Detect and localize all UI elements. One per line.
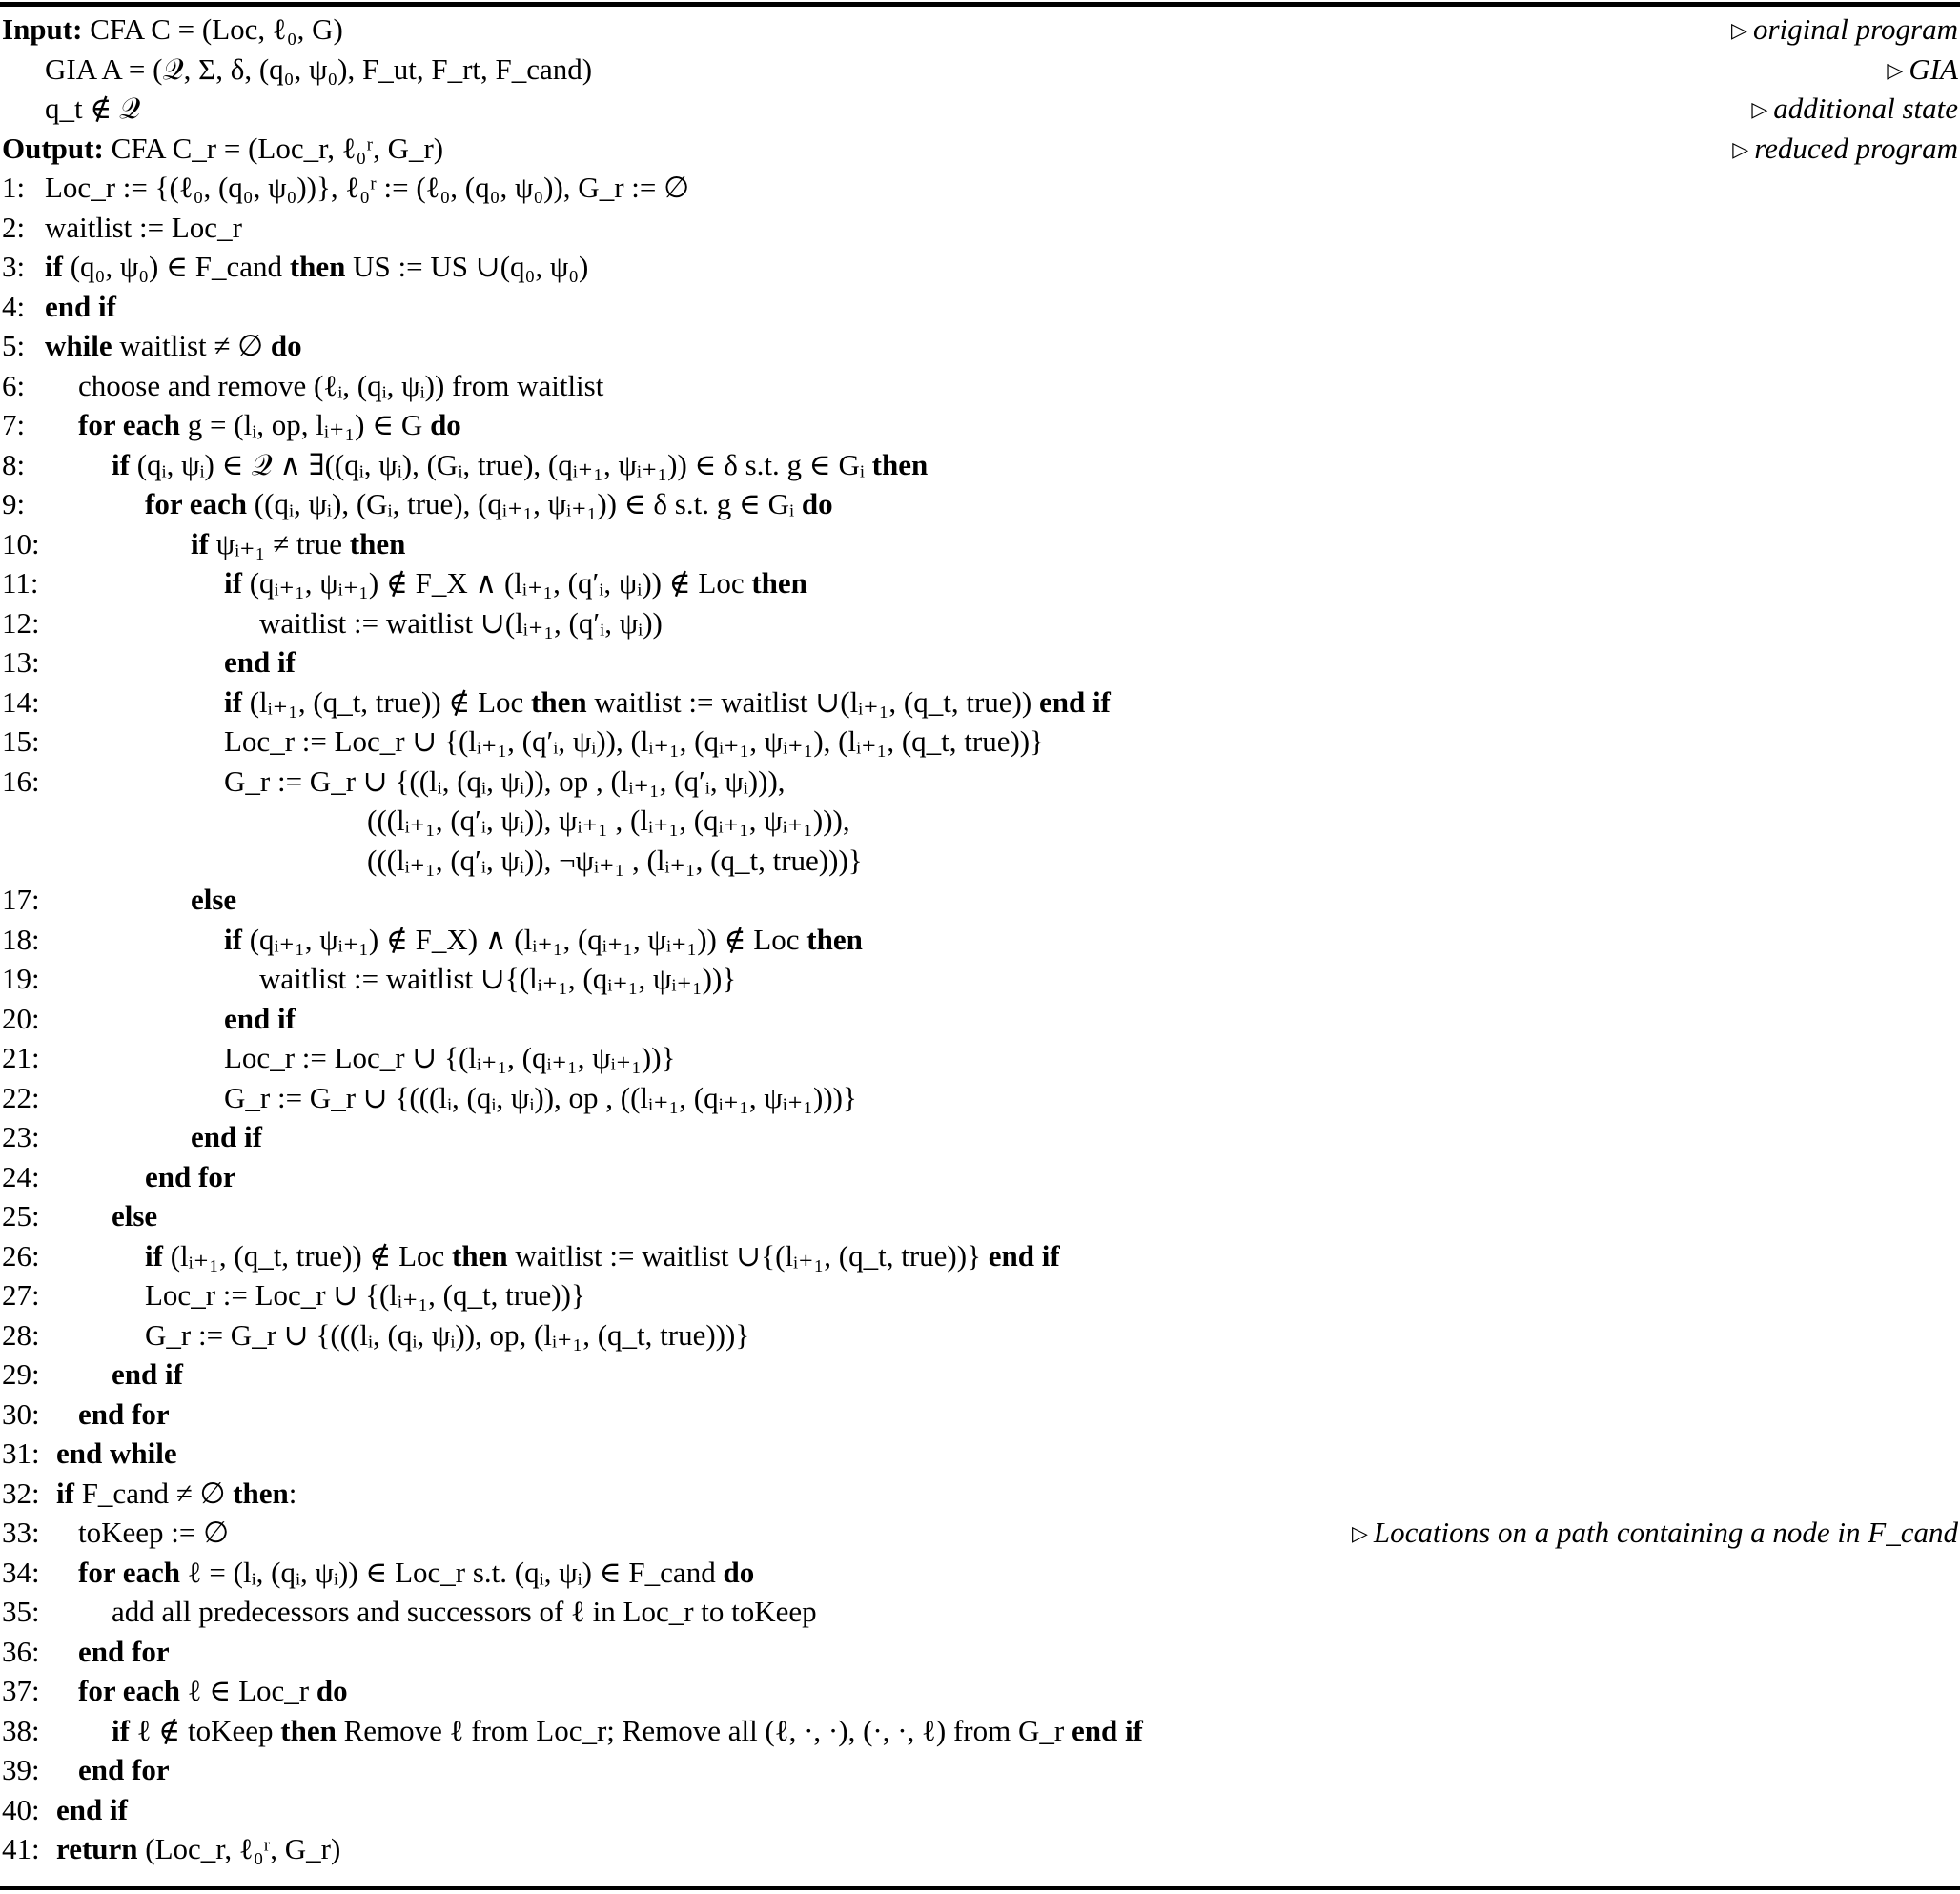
line-number: 22: [2,1080,40,1114]
algorithm-line [0,1038,1960,1077]
line-number: 36: [2,1634,40,1668]
line-code: if (lᵢ₊₁, (q_t, true)) ∉ Loc then waitlist := waitlist ∪{(lᵢ₊₁, (q_t, true))} end if [145,1238,1060,1273]
line-code: for each ((qᵢ, ψᵢ), (Gᵢ, true), (qᵢ₊₁, ψᵢ₊₁)) ∈ δ s.t. g ∈ Gᵢ do [145,487,833,520]
line-code: end if [224,1001,296,1035]
algorithm-line [0,168,1960,207]
algorithm-line [0,484,1960,523]
line-number: 20: [2,1001,40,1035]
line-number: 11: [2,566,39,600]
comment-text: original program [1752,12,1958,46]
header-label: Input: [2,12,83,46]
line-code: for each g = (lᵢ, op, lᵢ₊₁) ∈ G do [78,408,461,441]
line-code: waitlist := Loc_r [45,210,242,244]
algorithm-line [0,524,1960,563]
line-code: if (qᵢ₊₁, ψᵢ₊₁) ∉ F_X) ∧ (lᵢ₊₁, (qᵢ₊₁, ψᵢ₊₁)) ∉ Loc then [224,922,863,956]
line-code: if (lᵢ₊₁, (q_t, true)) ∉ Loc then waitlist := waitlist ∪(lᵢ₊₁, (q_t, true)) end if [224,684,1111,719]
line-code: toKeep := ∅ [78,1516,230,1549]
line-number: 18: [2,922,40,956]
line-number: 17: [2,883,40,916]
line-number: 14: [2,684,40,719]
header-expression: CFA C = (Loc, ℓ₀, G) [90,12,343,46]
line-number: 24: [2,1159,40,1193]
algorithm-line [0,366,1960,405]
line-code: end for [78,1396,170,1431]
algorithm-line [0,287,1960,326]
line-number: 15: [2,724,40,758]
header-code [45,89,140,128]
algorithm-line [0,999,1960,1038]
top-rule [0,2,1960,7]
algorithm-line [0,762,1960,801]
line-number: 28: [2,1317,40,1352]
algorithm-line [0,880,1960,919]
comment [1732,129,1958,169]
line-code: if (q₀, ψ₀) ∈ F_cand then US := US ∪(q₀, ψ₀) [45,250,589,283]
line-number: 6: [2,368,26,402]
line-code: for each ℓ = (lᵢ, (qᵢ, ψᵢ)) ∈ Loc_r s.t. (qᵢ, ψᵢ) ∈ F_cand do [78,1555,755,1589]
line-number: 30: [2,1396,40,1431]
algorithm-line [0,208,1960,247]
comment-triangle-icon: ▷ [1732,136,1749,161]
line-number: 34: [2,1555,40,1589]
line-number: 41: [2,1832,40,1865]
algorithm-line [0,1829,1960,1868]
line-code: (((lᵢ₊₁, (q′ᵢ, ψᵢ)), ¬ψᵢ₊₁ , (lᵢ₊₁, (q_t, true)))} [367,843,863,877]
line-number: 31: [2,1436,40,1470]
line-code: else [112,1199,158,1232]
algorithm-line [0,1711,1960,1750]
line-number: 39: [2,1753,40,1786]
comment-text: Locations on a path containing a node in F_cand [1373,1516,1958,1549]
line-code: if ψᵢ₊₁ ≠ true then [191,526,406,560]
line-number: 40: [2,1792,40,1826]
algorithm-line [0,1354,1960,1394]
line-code: end while [56,1436,177,1470]
algorithm-line [0,405,1960,444]
line-code: if (qᵢ, ψᵢ) ∈ 𝒬 ∧ ∃((qᵢ, ψᵢ), (Gᵢ, true), (qᵢ₊₁, ψᵢ₊₁)) ∈ δ s.t. g ∈ Gᵢ then [112,447,929,481]
algorithm-line [0,642,1960,682]
header-code [2,129,443,168]
comment-text: reduced program [1754,131,1958,165]
line-code: while waitlist ≠ ∅ do [45,329,302,362]
comment [1887,50,1958,90]
line-number: 4: [2,289,26,323]
line-code: end for [78,1634,170,1668]
algorithm-line [0,1157,1960,1196]
algorithm-line [0,722,1960,761]
line-number: 1: [2,171,26,204]
comment-triangle-icon: ▷ [1352,1521,1368,1545]
line-number: 21: [2,1041,40,1074]
header-line [0,89,1960,128]
line-code: end for [78,1753,170,1786]
line-number: 19: [2,962,40,995]
line-number: 25: [2,1199,40,1232]
algorithm-line [0,1592,1960,1631]
line-number: 7: [2,408,26,441]
algorithm-line [0,1117,1960,1156]
header-line [0,50,1960,89]
algorithm-line [0,445,1960,484]
line-code: waitlist := waitlist ∪(lᵢ₊₁, (q′ᵢ, ψᵢ)) [259,605,663,640]
line-code: Loc_r := {(ℓ₀, (q₀, ψ₀))}, ℓ₀ʳ := (ℓ₀, (q₀, ψ₀)), G_r := ∅ [45,171,690,204]
algorithm-line [0,563,1960,602]
algorithm-line [0,247,1960,286]
algorithm-line [0,1275,1960,1314]
comment-triangle-icon: ▷ [1887,57,1904,82]
algorithm-line [0,841,1960,880]
algorithm-line [0,1395,1960,1434]
header-code [2,10,343,49]
algorithm-line [0,801,1960,840]
line-number: 37: [2,1674,40,1707]
line-number: 5: [2,329,26,362]
line-number: 3: [2,250,26,283]
header-expression: GIA A = (𝒬, Σ, δ, (q₀, ψ₀), F_ut, F_rt, F_cand) [45,51,593,86]
line-code: choose and remove (ℓᵢ, (qᵢ, ψᵢ)) from waitlist [78,368,604,402]
line-code: Loc_r := Loc_r ∪ {(lᵢ₊₁, (q_t, true))} [145,1278,585,1312]
algorithm-line [0,1553,1960,1592]
line-code: end for [145,1159,236,1193]
algorithm-line [0,1236,1960,1275]
header-label: Output: [2,131,104,165]
algorithm-line [0,1196,1960,1235]
line-number: 26: [2,1238,40,1273]
line-code: G_r := G_r ∪ {((lᵢ, (qᵢ, ψᵢ)), op , (lᵢ₊₁, (q′ᵢ, ψᵢ))), [224,764,786,798]
line-code: end if [191,1120,262,1153]
line-number: 29: [2,1357,40,1391]
algorithm-line [0,1750,1960,1789]
line-number: 32: [2,1476,40,1510]
algorithm-line [0,1671,1960,1710]
algorithm-line [0,603,1960,642]
comment [1731,10,1958,50]
comment [1352,1513,1958,1553]
line-code: G_r := G_r ∪ {(((lᵢ, (qᵢ, ψᵢ)), op, (lᵢ₊₁, (q_t, true)))} [145,1317,750,1352]
line-code: waitlist := waitlist ∪{(lᵢ₊₁, (qᵢ₊₁, ψᵢ₊₁))} [259,962,737,995]
line-code: add all predecessors and successors of ℓ in Loc_r to toKeep [112,1595,817,1628]
algorithm-line [0,1474,1960,1513]
algorithm-line [0,920,1960,959]
algorithm-line [0,326,1960,365]
comment-text: additional state [1773,92,1958,125]
comment-text: GIA [1909,51,1958,86]
line-number: 38: [2,1713,40,1747]
line-number: 35: [2,1595,40,1628]
line-code: end if [112,1357,183,1391]
line-number: 13: [2,645,40,679]
line-number: 27: [2,1278,40,1312]
bottom-rule [0,1886,1960,1890]
comment [1751,89,1958,129]
header-line [0,129,1960,168]
line-number: 8: [2,447,26,481]
line-code: for each ℓ ∈ Loc_r do [78,1674,348,1707]
line-number: 10: [2,526,40,560]
line-code: if (qᵢ₊₁, ψᵢ₊₁) ∉ F_X ∧ (lᵢ₊₁, (q′ᵢ, ψᵢ)) ∉ Loc then [224,566,807,600]
line-number: 12: [2,605,40,640]
header-code [45,50,592,89]
line-code: G_r := G_r ∪ {(((lᵢ, (qᵢ, ψᵢ)), op , ((lᵢ₊₁, (qᵢ₊₁, ψᵢ₊₁)))} [224,1080,857,1114]
algorithm-line [0,1434,1960,1473]
algorithm-line [0,959,1960,998]
algorithm-line [0,682,1960,722]
header-expression: CFA C_r = (Loc_r, ℓ₀ʳ, G_r) [111,131,444,165]
algorithm-line [0,1078,1960,1117]
comment-triangle-icon: ▷ [1731,18,1747,42]
comment-triangle-icon: ▷ [1751,97,1768,121]
algorithm-line [0,1632,1960,1671]
line-code: Loc_r := Loc_r ∪ {(lᵢ₊₁, (qᵢ₊₁, ψᵢ₊₁))} [224,1041,676,1074]
header-line [0,10,1960,49]
algorithm-line [0,1790,1960,1829]
line-number: 9: [2,487,26,520]
line-code: end if [56,1792,128,1826]
line-code: return (Loc_r, ℓ₀ʳ, G_r) [56,1832,341,1865]
line-code: if ℓ ∉ toKeep then Remove ℓ from Loc_r; Remove all (ℓ, ·, ·), (·, ·, ℓ) from G_r end if [112,1713,1143,1747]
line-code: end if [224,645,296,679]
algorithm-line [0,1513,1960,1552]
line-code: else [191,883,237,916]
algorithm-line [0,1315,1960,1354]
line-number: 2: [2,210,26,244]
line-number: 16: [2,764,40,798]
line-code: (((lᵢ₊₁, (q′ᵢ, ψᵢ)), ψᵢ₊₁ , (lᵢ₊₁, (qᵢ₊₁, ψᵢ₊₁))), [367,804,850,837]
line-code: Loc_r := Loc_r ∪ {(lᵢ₊₁, (q′ᵢ, ψᵢ)), (lᵢ₊₁, (qᵢ₊₁, ψᵢ₊₁), (lᵢ₊₁, (q_t, true))} [224,724,1045,758]
line-number: 23: [2,1120,40,1153]
line-code: end if [45,289,116,323]
line-code: if F_cand ≠ ∅ then: [56,1476,297,1510]
header-expression: q_t ∉ 𝒬 [45,92,141,125]
line-number: 33: [2,1516,40,1549]
